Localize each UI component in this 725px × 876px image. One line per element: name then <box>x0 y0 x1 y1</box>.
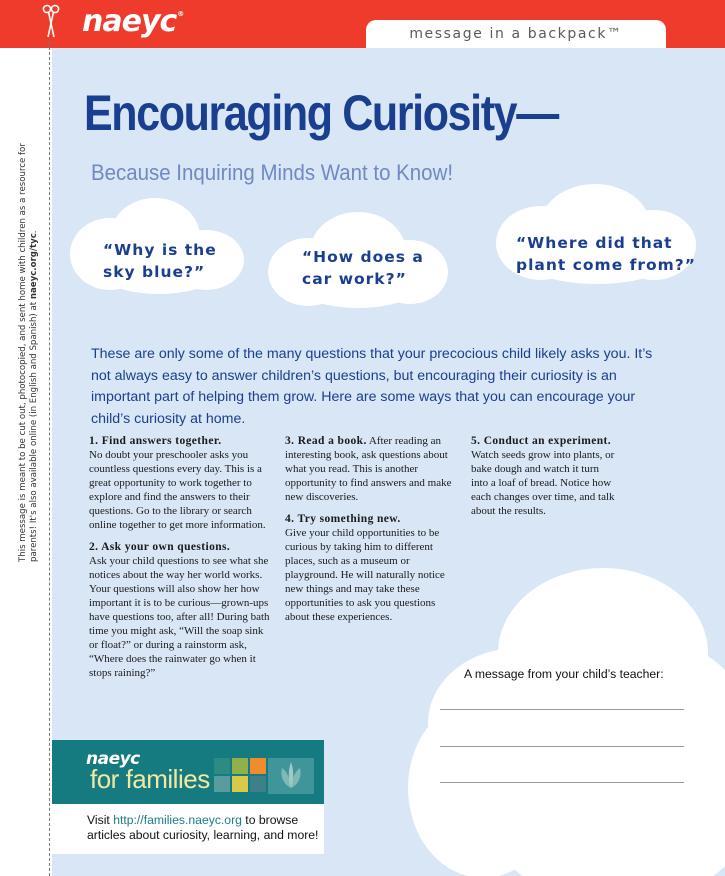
tip-4: 4. Try something new. Give your child opportunities to be curious by taking him to different places, such as a museum or playground. He will naturally notice new things and may take these opportunities to ask you questions about these experiences. <box>285 513 445 623</box>
tip-heading: 4. Try something new. <box>285 513 401 525</box>
tips-column-3 <box>471 434 617 526</box>
tip-heading: 3. Read a book. <box>285 435 367 447</box>
tip-1: 1. Find answers together. No doubt your preschooler asks you countless questions every day. This is a great opportunity to work together to explore and find the answers to their questions. Go to the library or search online together to get more information. <box>89 435 266 531</box>
tips-column-1 <box>89 434 271 688</box>
page-title: Encouraging Curiosity— <box>84 85 558 141</box>
leaf-icon <box>268 758 314 794</box>
tip-3: 3. Read a book. After reading an interesting book, ask questions about what you read. This is another opportunity to find answers and make new discoveries. <box>285 435 452 503</box>
page-subtitle: Because Inquiring Minds Want to Know! <box>91 160 454 185</box>
write-line[interactable] <box>440 746 684 747</box>
question-3: “Where did that plant come from?” <box>516 234 696 274</box>
write-line[interactable] <box>440 709 684 710</box>
families-label: for families <box>90 764 210 794</box>
intro-paragraph: These are only some of the many questions that your precocious child likely asks you. It’s not always easy to answer children’s questions, but encouraging their curiosity is an important part of helping them grow. Here are some ways that you can encourage your child’s curiosity at home. <box>91 346 653 427</box>
tip-heading: 1. Find answers together. <box>89 435 222 447</box>
color-square <box>232 776 248 792</box>
cut-line <box>49 42 50 876</box>
write-line[interactable] <box>440 782 684 783</box>
tips-column-2 <box>285 434 457 632</box>
question-1: “Why is the sky blue?” <box>103 241 217 281</box>
sidebar-note: This message is meant to be cut out, photocopied, and sent home with children as a resource for parents! It's also available online (in English and Spanish) at naeyc.org/tyc. <box>18 143 39 562</box>
tab-label: message in a backpack™ <box>409 26 623 42</box>
color-square <box>250 758 266 774</box>
families-link[interactable]: http://families.naeyc.org <box>113 813 242 827</box>
color-square <box>232 758 248 774</box>
tip-5: 5. Conduct an experiment. Watch seeds grow into plants, or bake dough and watch it turn into a loaf of bread. Notice how each changes over time, and talk about the results. <box>471 435 615 517</box>
families-brand: naeyc <box>86 749 140 769</box>
teacher-message-label: A message from your child’s teacher: <box>464 667 664 681</box>
visit-text: Visit http://families.naeyc.org to browse articles about curiosity, learning, and more! <box>87 813 319 842</box>
question-2: “How does a car work?” <box>302 248 424 288</box>
color-square <box>214 776 230 792</box>
tip-heading: 2. Ask your own questions. <box>89 541 231 553</box>
scissors-icon <box>42 4 60 40</box>
tip-2: 2. Ask your own questions. Ask your child questions to see what she notices about the way her world works. Your questions will also show her how important it is to be curious—grown-ups have questions too, after all! During bath time you might ask, “Will the soap sink or float?” or during a rainstorm ask, “Where does the rainwater go when it stops raining?” <box>89 541 270 679</box>
naeyc-logo: naeyc® <box>82 4 184 39</box>
color-square <box>250 776 266 792</box>
tip-heading: 5. Conduct an experiment. <box>471 435 612 447</box>
sidebar-link[interactable]: naeyc.org/tyc <box>29 233 39 300</box>
color-square <box>214 758 230 774</box>
